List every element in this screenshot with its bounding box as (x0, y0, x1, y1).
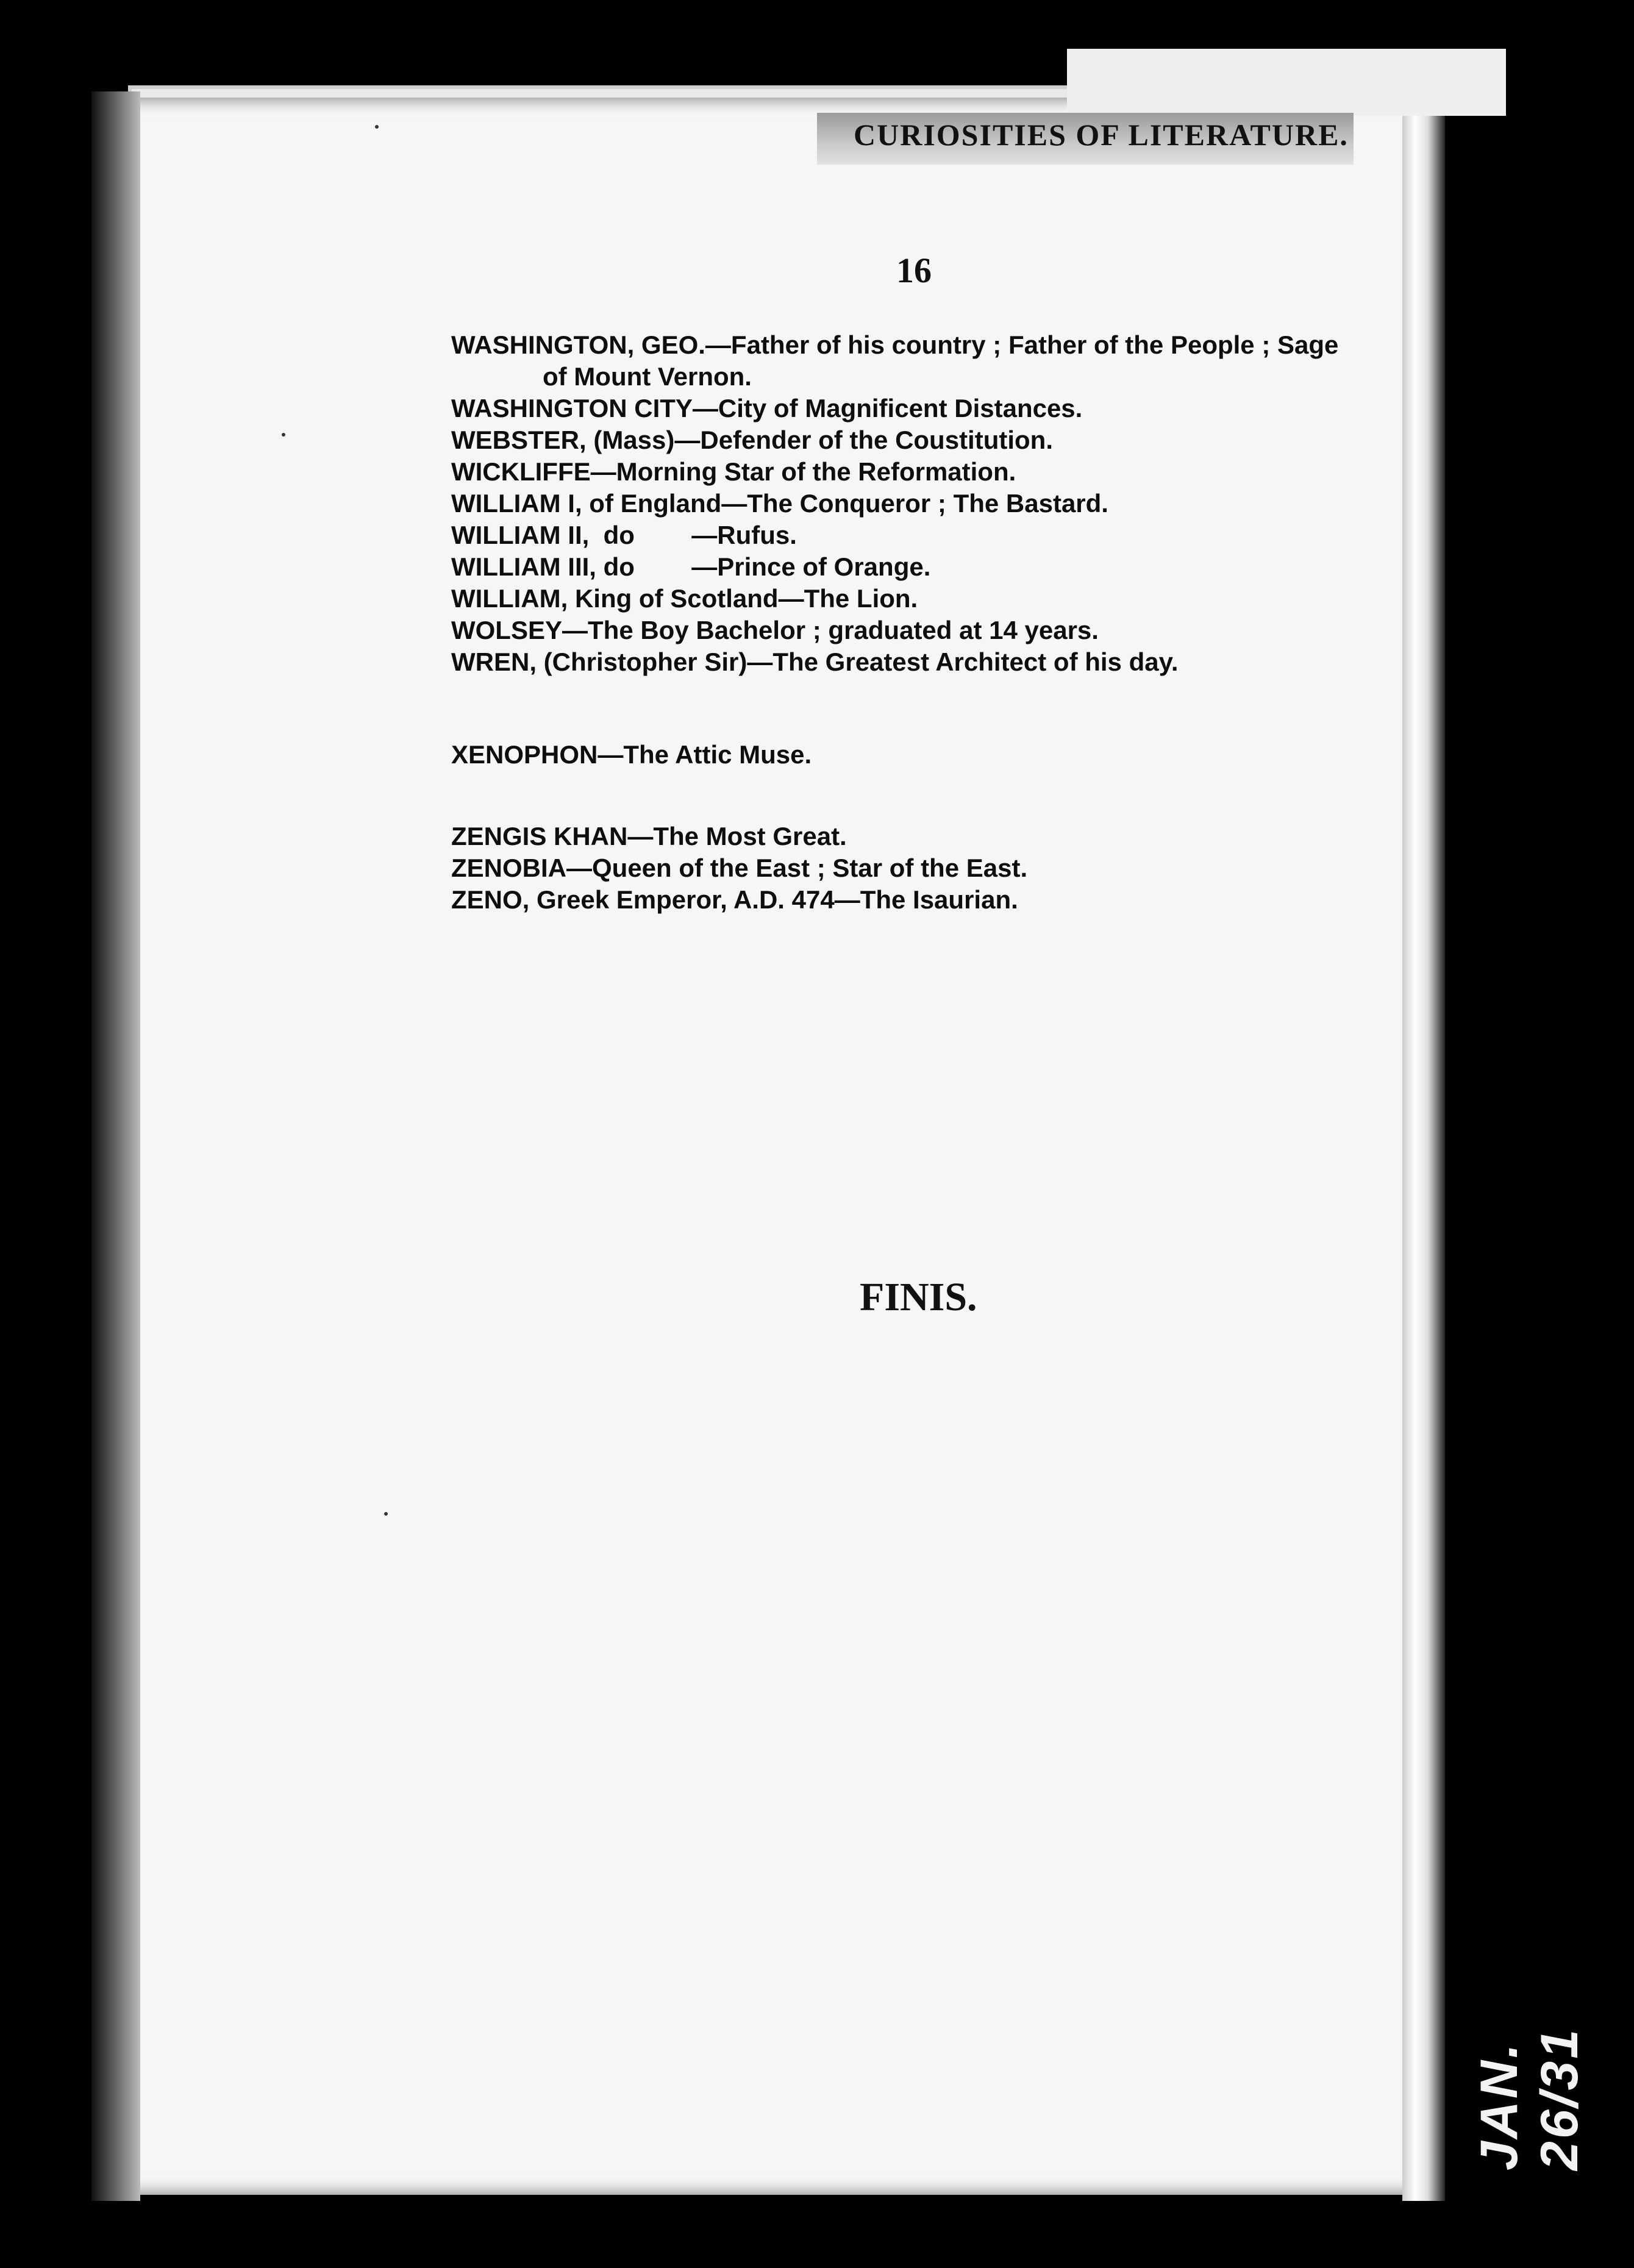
entry: ZENO, Greek Emperor, A.D. 474—The Isaurian. (451, 885, 1018, 914)
running-header: CURIOSITIES OF LITERATURE. (854, 118, 1349, 152)
entry: WILLIAM II, do —Rufus. (451, 521, 797, 549)
page-gutter-shadow (91, 91, 140, 2201)
entry-continuation: of Mount Vernon. (543, 362, 752, 391)
entry: WASHINGTON CITY—City of Magnificent Distances. (451, 394, 1083, 423)
entry: WICKLIFFE—Morning Star of the Reformation. (451, 457, 1016, 486)
page-number: 16 (896, 251, 932, 290)
speck (384, 1512, 388, 1516)
entry: WOLSEY—The Boy Bachelor ; graduated at 14 years. (451, 616, 1099, 644)
entry: WILLIAM I, of England—The Conqueror ; The Bastard. (451, 489, 1108, 518)
paper-tab (1067, 49, 1506, 116)
entry: WILLIAM III, do —Prince of Orange. (451, 552, 931, 581)
entry: ZENGIS KHAN—The Most Great. (451, 822, 847, 850)
entry: WREN, (Christopher Sir)—The Greatest Architect of his day. (451, 647, 1179, 676)
entry-list (451, 329, 1439, 916)
entry: ZENOBIA—Queen of the East ; Star of the East. (451, 854, 1028, 882)
speck (282, 433, 285, 437)
speck (375, 125, 379, 129)
date-stamp: JAN. 26/31 (1470, 2027, 1589, 2170)
finis-heading: FINIS. (860, 1275, 977, 1319)
entry: XENOPHON—The Attic Muse. (451, 740, 812, 769)
entry: WILLIAM, King of Scotland—The Lion. (451, 584, 918, 613)
entry: WEBSTER, (Mass)—Defender of the Coustitution. (451, 426, 1053, 454)
entry: WASHINGTON, GEO.—Father of his country ; Father of the People ; Sage (451, 330, 1339, 359)
